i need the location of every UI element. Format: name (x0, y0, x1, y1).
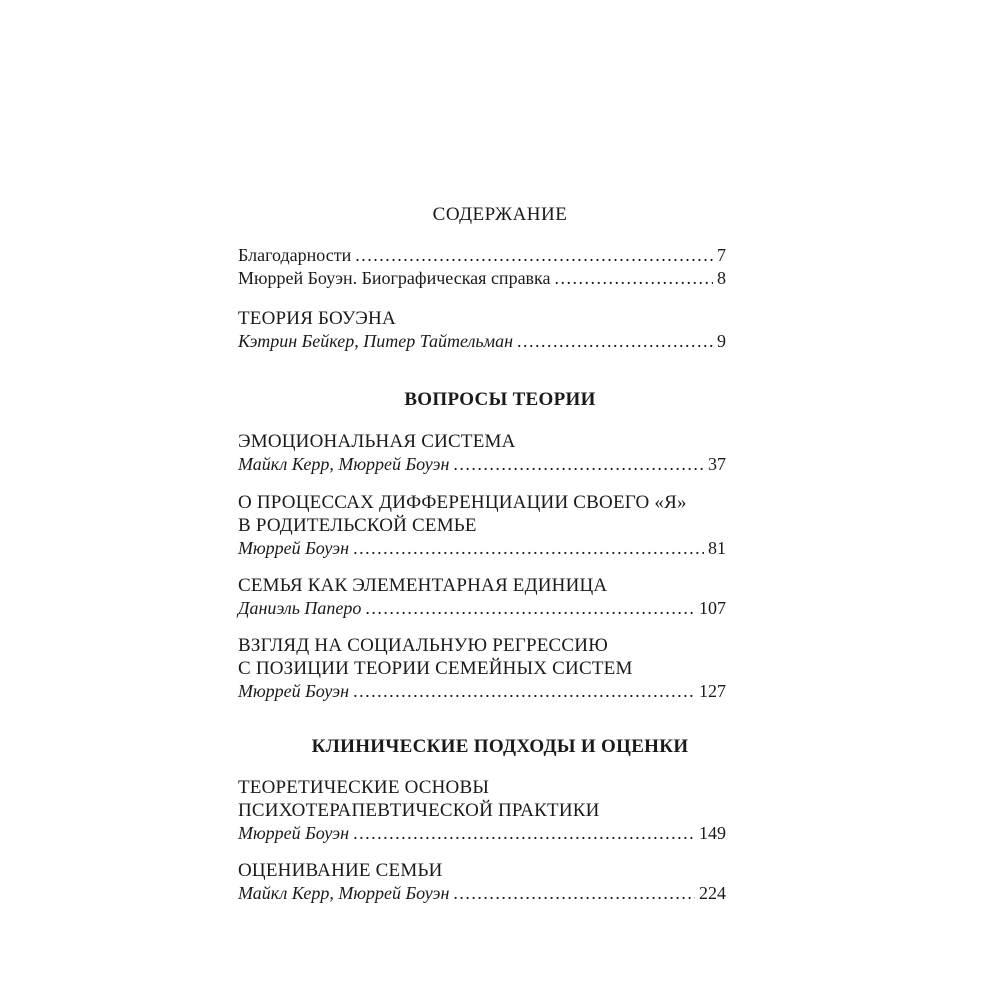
page-number: 149 (699, 823, 726, 843)
entry-title: СЕМЬЯ КАК ЭЛЕМЕНТАРНАЯ ЕДИНИЦА (238, 575, 608, 596)
entry-title: ТЕОРИЯ БОУЭНА (238, 308, 396, 329)
toc-entry[interactable] (238, 776, 726, 845)
entry-authors: Майкл Керр, Мюррей Боуэн (238, 883, 450, 903)
page-number: 37 (708, 454, 726, 474)
toc-entry[interactable] (238, 859, 726, 905)
entry-authors: Мюррей Боуэн (238, 681, 350, 701)
leader-dots (453, 882, 695, 905)
leader-dots (353, 680, 695, 703)
entry-title-line: ВЗГЛЯД НА СОЦИАЛЬНУЮ РЕГРЕССИЮ (238, 635, 608, 656)
toc-entry-acknowledgements[interactable] (238, 244, 726, 267)
leader-dots (353, 537, 704, 560)
toc-entry[interactable] (238, 574, 726, 620)
leader-dots (353, 822, 695, 845)
entry-title-line: ТЕОРЕТИЧЕСКИЕ ОСНОВЫ (238, 777, 490, 798)
entry-label: Благодарности (238, 245, 352, 265)
page-number: 127 (699, 681, 726, 701)
leader-dots (355, 244, 713, 267)
leader-dots (517, 330, 713, 353)
entry-title-line: В РОДИТЕЛЬСКОЙ СЕМЬЕ (238, 515, 477, 536)
page-number: 9 (717, 331, 726, 351)
toc-entry[interactable] (238, 430, 726, 476)
entry-label: Мюррей Боуэн. Биографическая справка (238, 268, 551, 288)
entry-authors: Кэтрин Бейкер, Питер Тайтельман (238, 331, 514, 351)
entry-authors: Мюррей Боуэн (238, 538, 350, 558)
leader-dots (365, 597, 695, 620)
toc-entry[interactable] (238, 491, 726, 560)
page-number: 224 (699, 883, 726, 903)
toc-entry-intro[interactable] (238, 307, 726, 353)
entry-title: ЭМОЦИОНАЛЬНАЯ СИСТЕМА (238, 431, 516, 452)
leader-dots (555, 267, 713, 290)
section-heading-theory: ВОПРОСЫ ТЕОРИИ (404, 389, 596, 410)
entry-title-line: С ПОЗИЦИИ ТЕОРИИ СЕМЕЙНЫХ СИСТЕМ (238, 658, 633, 679)
page-number: 107 (699, 598, 726, 618)
toc-heading: СОДЕРЖАНИЕ (432, 204, 568, 225)
page-number: 81 (708, 538, 726, 558)
page-number: 7 (717, 245, 726, 265)
entry-title-line: ПСИХОТЕРАПЕВТИЧЕСКОЙ ПРАКТИКИ (238, 800, 600, 821)
entry-authors: Мюррей Боуэн (238, 823, 350, 843)
leader-dots (453, 453, 704, 476)
toc-entry-biography[interactable] (238, 267, 726, 290)
toc-entry[interactable] (238, 634, 726, 703)
entry-authors: Майкл Керр, Мюррей Боуэн (238, 454, 450, 474)
entry-authors: Даниэль Паперо (238, 598, 362, 618)
entry-title-line: О ПРОЦЕССАХ ДИФФЕРЕНЦИАЦИИ СВОЕГО «Я» (238, 492, 687, 513)
section-heading-clinical: КЛИНИЧЕСКИЕ ПОДХОДЫ И ОЦЕНКИ (311, 736, 689, 757)
entry-title: ОЦЕНИВАНИЕ СЕМЬИ (238, 860, 443, 881)
page-number: 8 (717, 268, 726, 288)
